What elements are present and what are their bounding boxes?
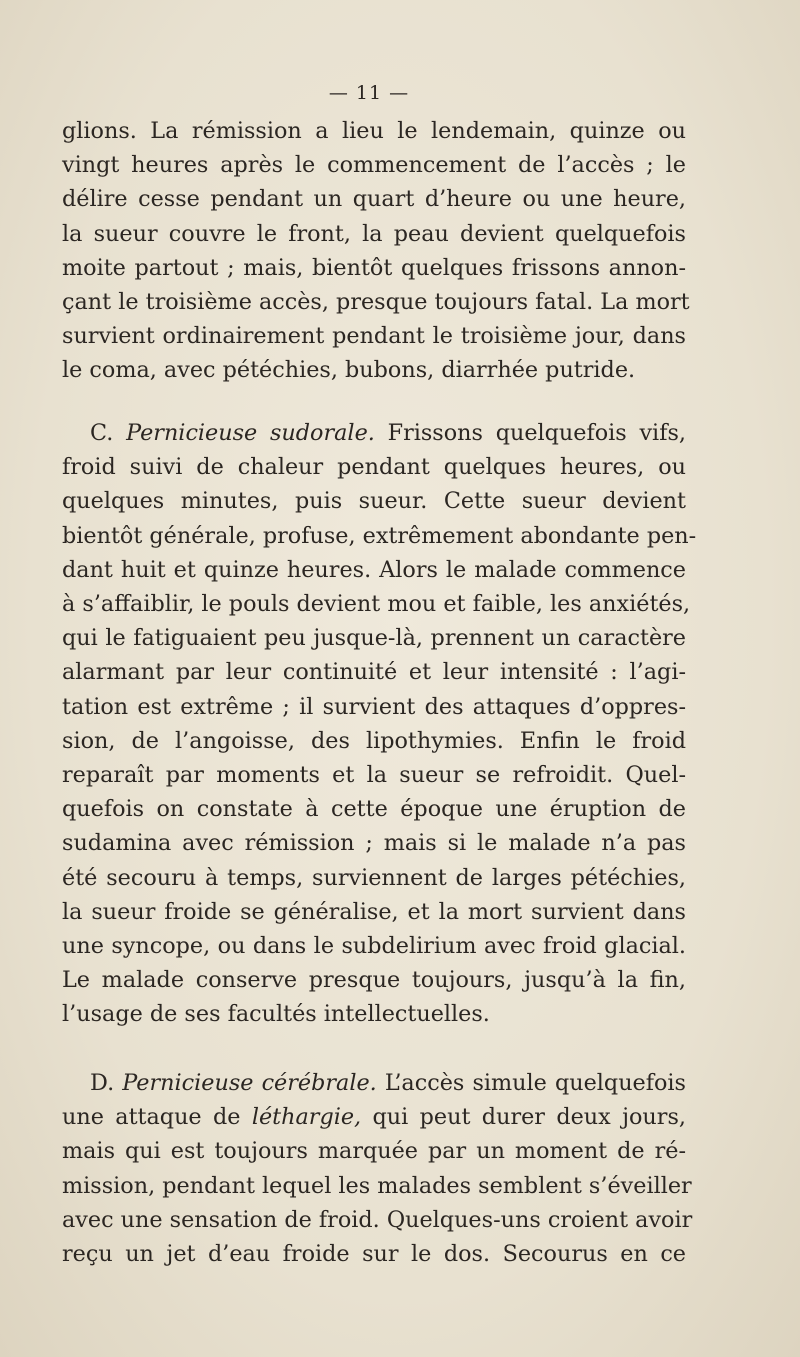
section-label: C.: [90, 420, 114, 446]
section-label: D.: [90, 1070, 115, 1096]
paragraph-pernicieuse-cerebrale: [62, 1066, 693, 1271]
section-heading-line: [62, 416, 686, 450]
text-fragment: L’accès simule quelquefois: [384, 1070, 687, 1096]
text-line: mission, pendant lequel les malades semblent s’éveiller: [62, 1172, 692, 1199]
text-line: dant huit et quinze heures. Alors le malade commence: [62, 556, 686, 583]
text-line: quelques minutes, puis sueur. Cette sueur devient: [62, 488, 686, 515]
text-line: tation est extrême ; il survient des attaques d’oppres-: [62, 693, 686, 720]
text-line: sion, de l’angoisse, des lipothymies. Enfin le froid: [62, 727, 686, 754]
text-line: la sueur froide se généralise, et la mort survient dans: [62, 898, 686, 925]
text-line: délire cesse pendant un quart d’heure ou une heure,: [62, 186, 686, 213]
text-line: la sueur couvre le front, la peau devient quelquefois: [62, 220, 686, 247]
text-line: été secouru à temps, surviennent de larges pétéchies,: [62, 864, 686, 891]
text-line: alarmant par leur continuité et leur intensité : l’agi-: [62, 659, 686, 686]
text-line: Le malade conserve presque toujours, jusqu’à la fin,: [62, 967, 686, 994]
text-line: reçu un jet d’eau froide sur le dos. Secourus en ce: [62, 1241, 686, 1268]
section-title: Pernicieuse sudorale.: [126, 420, 375, 446]
text-line: mais qui est toujours marquée par un moment de ré-: [62, 1138, 686, 1165]
emphasized-term: léthargie,: [251, 1104, 362, 1131]
text-fragment: qui peut durer deux jours,: [372, 1104, 686, 1131]
text-line: [62, 1100, 686, 1134]
text-line: çant le troisième accès, presque toujours fatal. La mort: [62, 289, 690, 316]
text-line: l’usage de ses facultés intellectuelles.: [62, 1001, 490, 1028]
paragraph-remission: [62, 114, 690, 388]
text-line: sudamina avec rémission ; mais si le malade n’a pas: [62, 830, 686, 857]
text-fragment: Frissons quelquefois vifs,: [387, 420, 686, 446]
section-title: Pernicieuse cérébrale.: [122, 1070, 377, 1096]
text-line: bientôt générale, profuse, extrêmement abondante pen-: [62, 522, 697, 549]
text-line: qui le fatiguaient peu jusque-là, prennent un caractère: [62, 625, 686, 652]
text-line: froid suivi de chaleur pendant quelques heures, ou: [62, 454, 686, 481]
page-number: — 11 —: [328, 82, 410, 104]
text-line: le coma, avec pétéchies, bubons, diarrhée putride.: [62, 357, 636, 384]
text-line: avec une sensation de froid. Quelques-uns croient avoir: [62, 1206, 693, 1233]
text-fragment: une attaque de: [62, 1104, 241, 1131]
text-line: moite partout ; mais, bientôt quelques frissons annon-: [62, 254, 686, 281]
text-line: reparaît par moments et la sueur se refroidit. Quel-: [62, 762, 686, 789]
text-line: survient ordinairement pendant le troisième jour, dans: [62, 323, 686, 350]
text-line: à s’affaiblir, le pouls devient mou et faible, les anxiétés,: [62, 591, 691, 618]
paragraph-pernicieuse-sudorale: [62, 416, 697, 1032]
text-line: vingt heures après le commencement de l’accès ; le: [62, 152, 686, 179]
text-line: une syncope, ou dans le subdelirium avec froid glacial.: [62, 933, 686, 960]
text-line: glions. La rémission a lieu le lendemain, quinze ou: [62, 118, 686, 144]
section-heading-line: [62, 1066, 686, 1100]
text-line: quefois on constate à cette époque une éruption de: [62, 796, 686, 823]
